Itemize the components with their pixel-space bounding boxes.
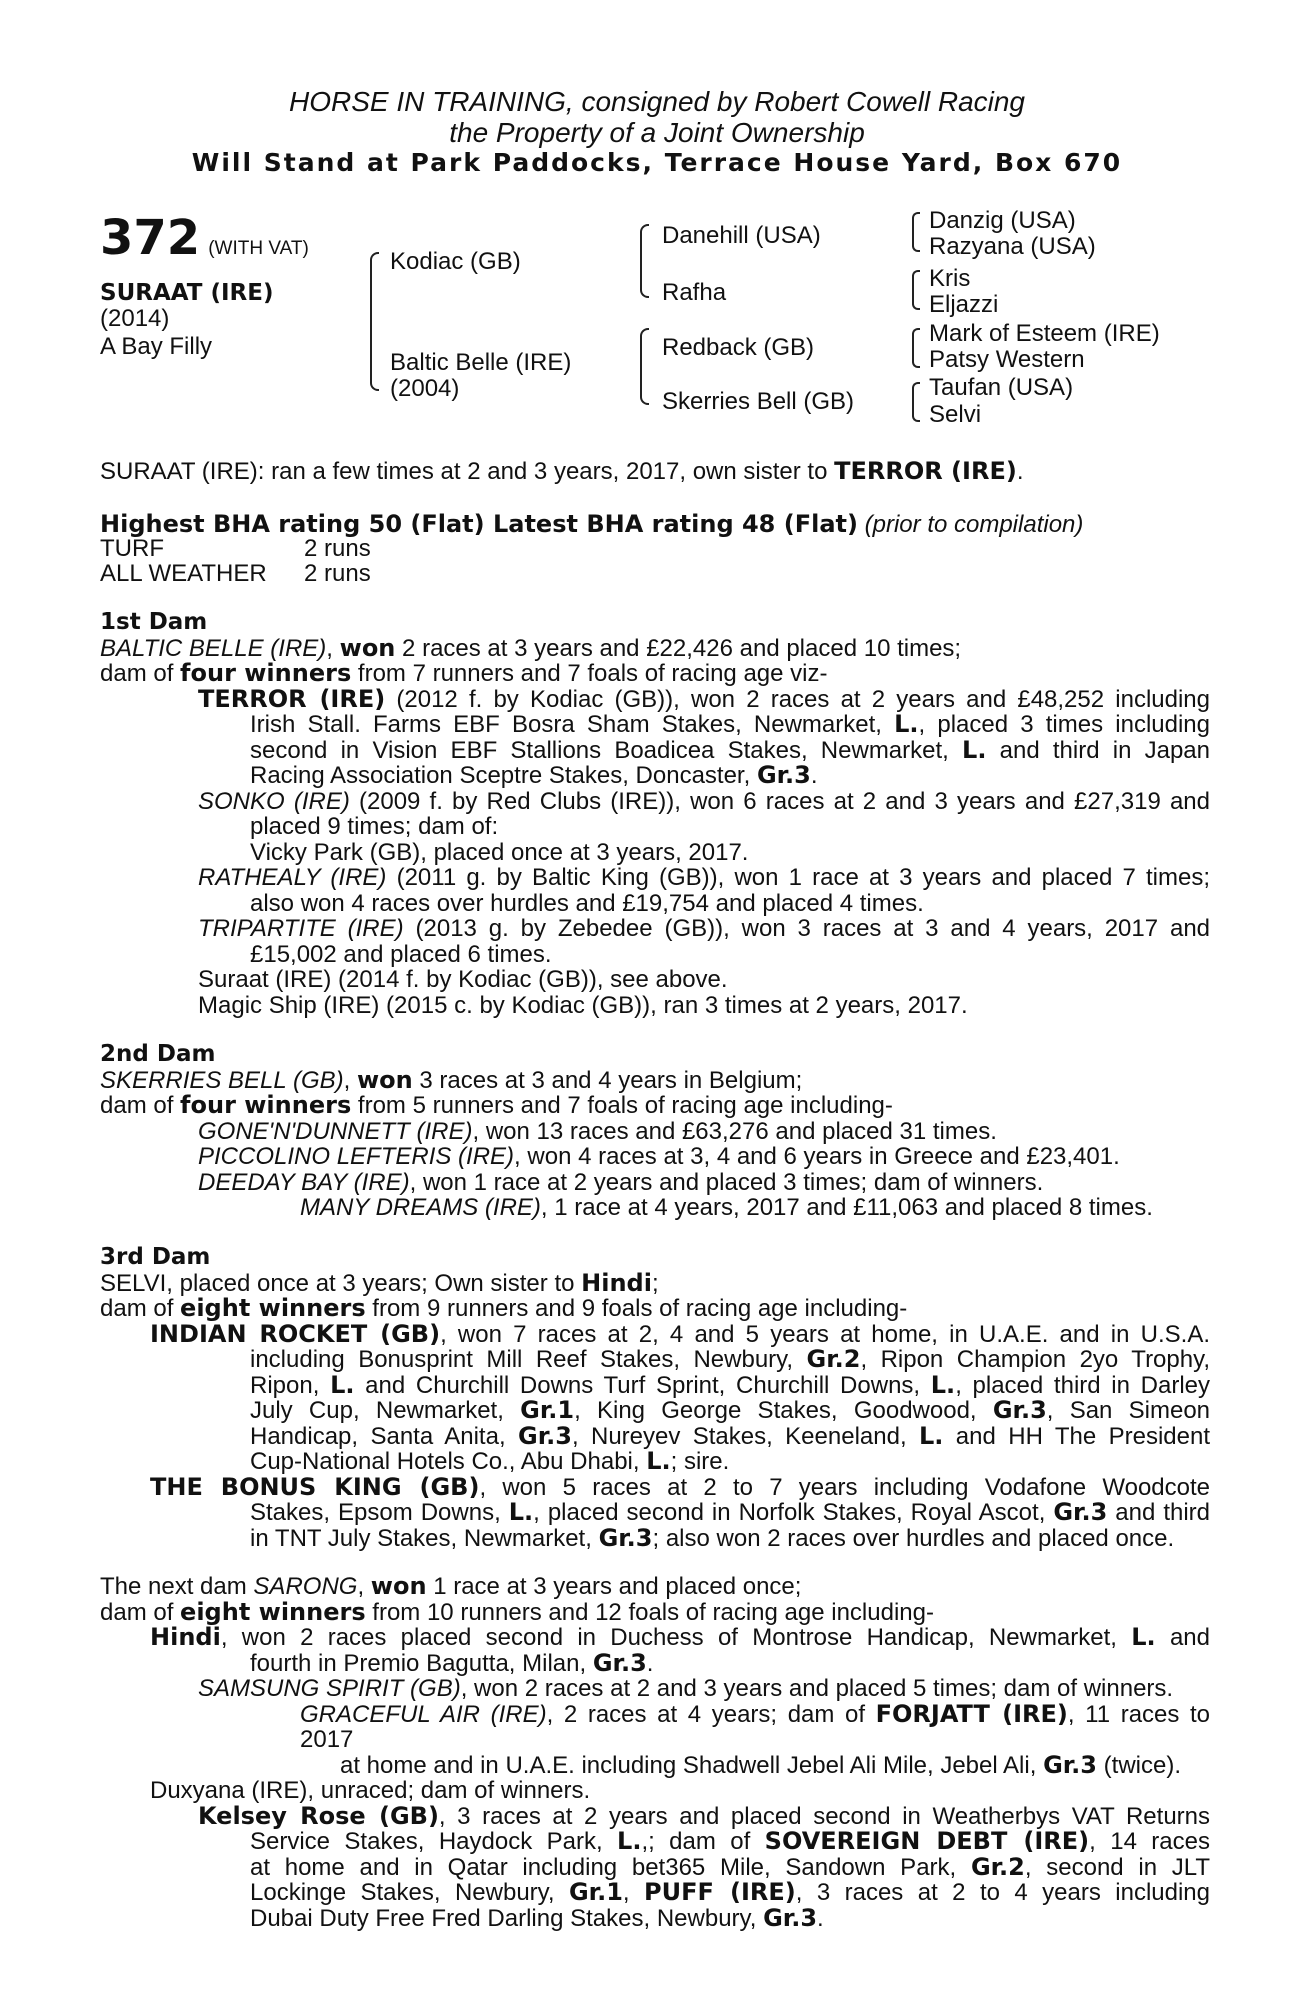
g12-brace [912,212,920,252]
list-item: TERROR (IRE) (2012 f. by Kodiac (GB)), won 2 races at 2 years and £48,252 including [198,684,1210,713]
list-item: PICCOLINO LEFTERIS (IRE), won 4 races at 3, 4 and 6 years in Greece and £23,401. [198,1143,1120,1170]
list-item: SONKO (IRE) (2009 f. by Red Clubs (IRE)), won 6 races at 2 and 3 years and £27,319 and [198,787,1211,815]
sire-name: Kodiac (GB) [390,248,521,275]
list-item: SAMSUNG SPIRIT (GB), won 2 races at 2 and 3 years and placed 5 times; dam of winners. [198,1675,1174,1702]
list-item-cont: Irish Stall. Farms EBF Bosra Sham Stakes, Newmarket, L., placed 3 times including [250,710,1211,738]
sire-line-brace [640,224,649,298]
lot-number: 372 [100,210,201,266]
g34-brace [912,270,920,310]
list-item-cont: in TNT July Stakes, Newmarket, Gr.3; also won 2 races over hurdles and placed once. [250,1523,1175,1552]
consignor-line: HORSE IN TRAINING, consigned by Robert Cowell Racing [288,86,1026,117]
location-line: Will Stand at Park Paddocks, Terrace House Yard, Box 670 [191,148,1123,177]
dam-sire-name: Redback (GB) [662,334,815,361]
dam-record: BALTIC BELLE (IRE), won 2 races at 3 years and £22,426 and placed 10 times; [100,633,962,662]
section-heading: 3rd Dam [100,1244,211,1270]
list-item-cont: at home and in Qatar including bet365 Mile, Sandown Park, Gr.2, second in JLT [250,1852,1211,1881]
bha-ratings: Highest BHA rating 50 (Flat) Latest BHA rating 48 (Flat) (prior to compilation) [100,510,1084,538]
dam-record: The next dam SARONG, won 1 race at 3 years and placed once; [100,1572,802,1600]
vat-note: (WITH VAT) [208,238,309,259]
lot-block [100,210,309,266]
list-item-cont: Racing Association Sceptre Stakes, Doncaster, Gr.3. [250,761,818,789]
list-item: Kelsey Rose (GB), 3 races at 2 years and placed second in Weatherbys VAT Returns [198,1801,1211,1830]
ancestor-7: Taufan (USA) [929,374,1074,401]
list-item: GONE'N'DUNNETT (IRE), won 13 races and £63,276 and placed 31 times. [198,1117,997,1145]
list-item: Magic Ship (IRE) (2015 c. by Kodiac (GB)), ran 3 times at 2 years, 2017. [198,991,968,1019]
dam-produce-summary: dam of eight winners from 9 runners and 9 foals of racing age including- [100,1294,908,1322]
sire-dam-brace [370,252,379,391]
list-item-cont: also won 4 races over hurdles and £19,754 and placed 4 times. [250,889,924,917]
list-item: Vicky Park (GB), placed once at 3 years, 2017. [250,838,749,866]
section-heading: 2nd Dam [100,1041,216,1067]
dam-line-brace [640,328,649,405]
list-item-cont: Cup-National Hotels Co., Abu Dhabi, L.; sire. [250,1447,730,1475]
ancestor-2: Razyana (USA) [929,233,1096,260]
list-item-cont: July Cup, Newmarket, Gr.1, King George Stakes, Goodwood, Gr.3, San Simeon [250,1396,1211,1424]
list-item: THE BONUS KING (GB), won 5 races at 2 to 7 years including Vodafone Woodcote [150,1472,1210,1501]
race-summary: SURAAT (IRE): ran a few times at 2 and 3 years, 2017, own sister to TERROR (IRE). [100,457,1024,485]
second-dam-section [100,1042,1210,1221]
list-item-cont: Dubai Duty Free Fred Darling Stakes, Newbury, Gr.3. [250,1903,824,1932]
turf-label: TURF [100,535,164,562]
dam-produce-summary: dam of four winners from 7 runners and 7 foals of racing age viz- [100,659,828,687]
list-item-cont: Stakes, Epsom Downs, L., placed second in Norfolk Stakes, Royal Ascot, Gr.3 and third [250,1498,1211,1526]
list-item: DEEDAY BAY (IRE), won 1 race at 2 years and placed 3 times; dam of winners. [198,1168,1044,1196]
ancestor-3: Kris [929,265,971,292]
dam-year: (2004) [390,375,460,402]
ancestor-6: Patsy Western [929,346,1085,373]
list-item-cont: fourth in Premio Bagutta, Milan, Gr.3. [250,1648,654,1677]
section-heading: 1st Dam [100,609,208,635]
turf-runs: 2 runs [304,535,371,562]
all-weather-runs: 2 runs [304,560,371,587]
list-item-cont: second in Vision EBF Stallions Boadicea Stakes, Newmarket, L. and third in Japan [250,735,1210,764]
g56-brace [912,328,920,368]
dam-record: SELVI, placed once at 3 years; Own sister to Hindi; [100,1268,659,1297]
ownership-line: the Property of a Joint Ownership [449,117,865,148]
ancestor-4: Eljazzi [929,291,999,318]
list-item-cont: Ripon, L. and Churchill Downs Turf Sprint, Churchill Downs, L., placed third in Darley [250,1370,1211,1399]
ancestor-8: Selvi [929,401,982,428]
list-item: Hindi, won 2 races placed second in Duchess of Montrose Handicap, Newmarket, L. and [150,1623,1210,1651]
list-item: MANY DREAMS (IRE), 1 race at 4 years, 2017 and £11,063 and placed 8 times. [300,1194,1153,1221]
dam-produce-summary: dam of eight winners from 10 runners and 12 foals of racing age including- [100,1597,934,1626]
horse-description: A Bay Filly [100,333,213,360]
sire-sire-name: Danehill (USA) [662,222,821,249]
horse-year: (2014) [100,305,170,332]
list-item-cont: Service Stakes, Haydock Park, L.,; dam of SOVEREIGN DEBT (IRE), 14 races [250,1827,1210,1855]
list-item: GRACEFUL AIR (IRE), 2 races at 4 years; dam of FORJATT (IRE), 11 races to 2017 [300,1699,1211,1753]
list-item-cont: including Bonusprint Mill Reef Stakes, Newbury, Gr.2, Ripon Champion 2yo Trophy, [250,1345,1210,1373]
third-dam-section [100,1245,1210,1551]
list-item: INDIAN ROCKET (GB), won 7 races at 2, 4 and 5 years at home, in U.A.E. and in U.S.A. [150,1319,1210,1348]
list-item-cont: at home and in U.A.E. including Shadwell Jebel Ali Mile, Jebel Ali, Gr.3 (twice). [340,1750,1181,1779]
list-item: Duxyana (IRE), unraced; dam of winners. [150,1777,591,1804]
dam-record: SKERRIES BELL (GB), won 3 races at 3 and 4 years in Belgium; [100,1065,803,1094]
horse-name: SURAAT (IRE) [100,280,274,306]
list-item-cont: Handicap, Santa Anita, Gr.3, Nureyev Stakes, Keeneland, L. and HH The President [250,1421,1210,1450]
all-weather-label: ALL WEATHER [100,560,267,587]
sire-dam-name: Rafha [662,279,727,306]
next-dam-section [100,1574,1210,1931]
dam-dam-name: Skerries Bell (GB) [662,388,855,415]
dam-produce-summary: dam of four winners from 5 runners and 7 foals of racing age including- [100,1091,893,1119]
list-item-cont: placed 9 times; dam of: [250,813,499,840]
g78-brace [912,382,920,422]
list-item: TRIPARTITE (IRE) (2013 g. by Zebedee (GB)), won 3 races at 3 and 4 years, 2017 and [198,915,1211,942]
list-item: RATHEALY (IRE) (2011 g. by Baltic King (GB)), won 1 race at 3 years and placed 7 times; [198,864,1210,891]
ancestor-1: Danzig (USA) [929,207,1076,234]
list-item-cont: Lockinge Stakes, Newbury, Gr.1, PUFF (IRE), 3 races at 2 to 4 years including [250,1878,1211,1906]
ancestor-5: Mark of Esteem (IRE) [929,320,1160,347]
first-dam-section [100,610,1210,1018]
list-item-cont: £15,002 and placed 6 times. [250,940,552,968]
dam-name: Baltic Belle (IRE) [390,349,572,376]
list-item: Suraat (IRE) (2014 f. by Kodiac (GB)), see above. [198,966,728,993]
